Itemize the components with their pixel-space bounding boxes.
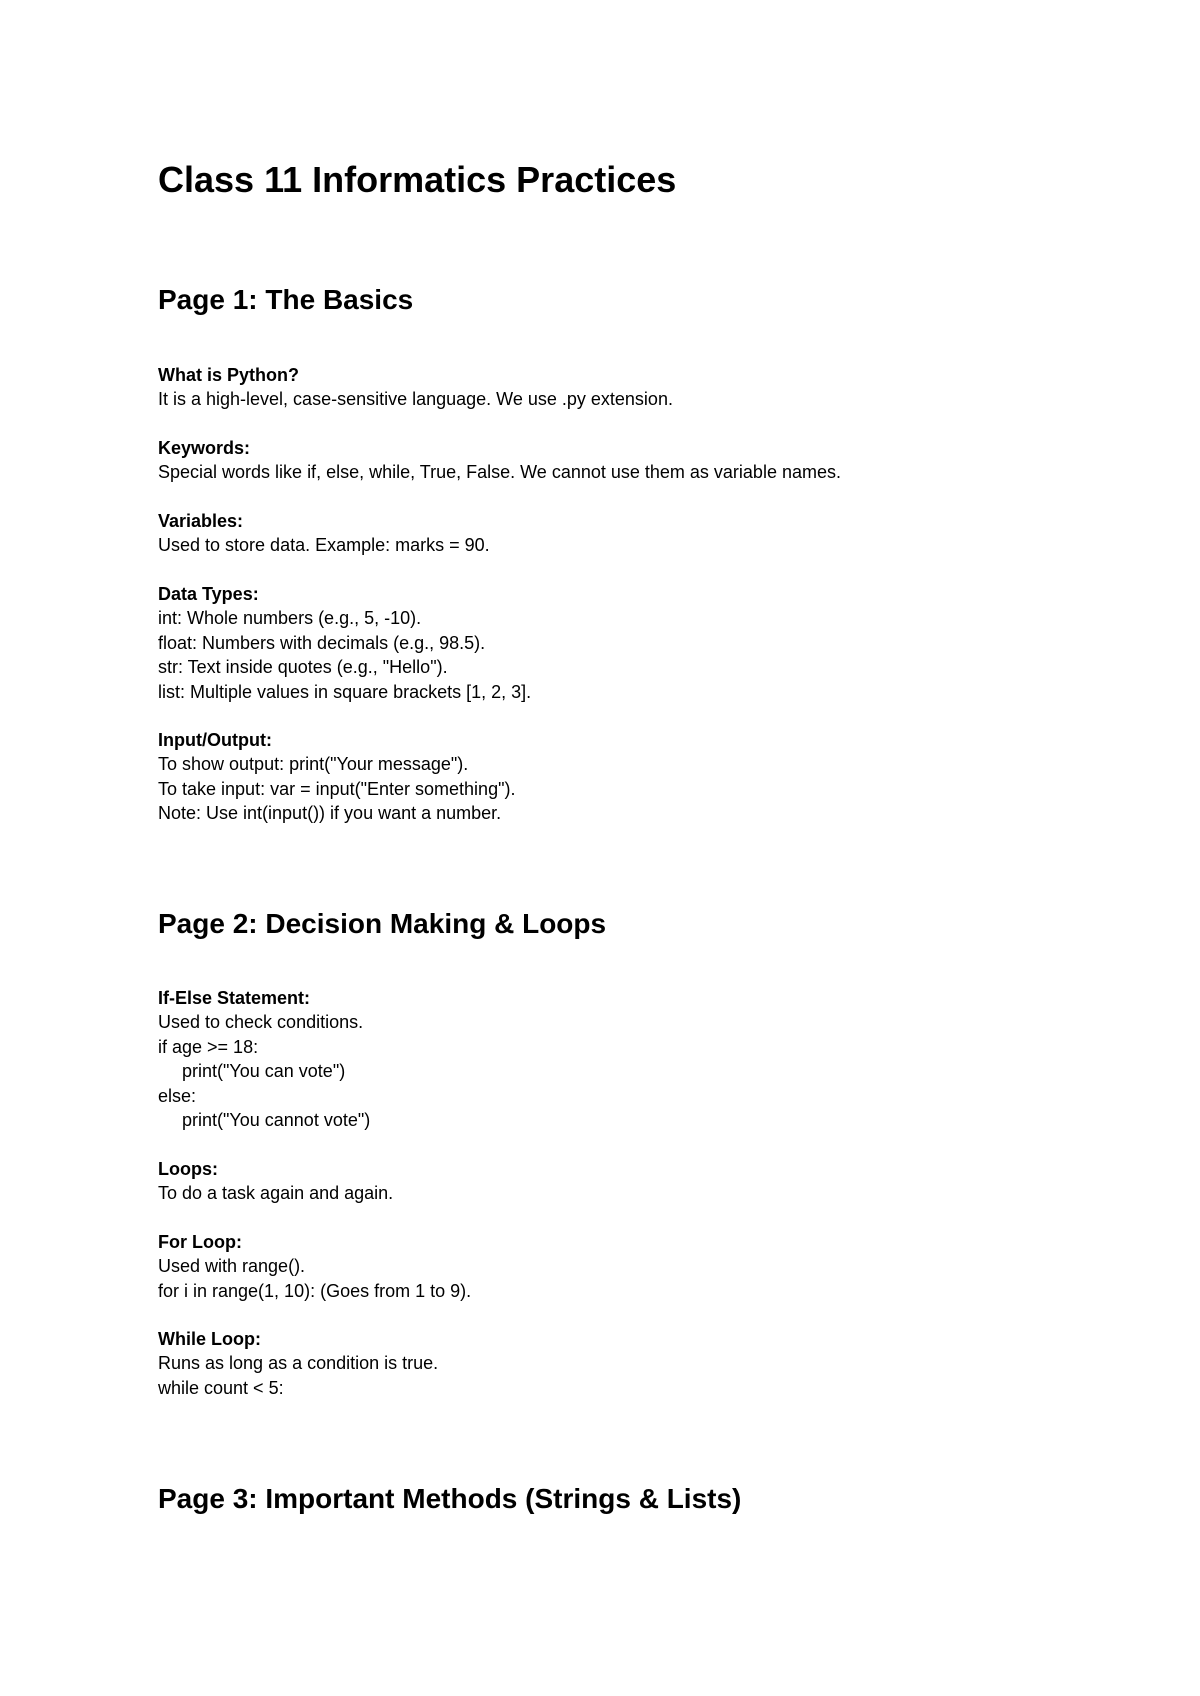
block-line: list: Multiple values in square brackets [1, 2, 3]. [158, 681, 532, 702]
block-label: Input/Output: [158, 730, 272, 750]
block-line: int: Whole numbers (e.g., 5, -10). [158, 608, 422, 629]
section-heading-page-1: Page 1: The Basics [158, 284, 414, 315]
block-line: Used to check conditions. [158, 1012, 364, 1033]
block-line: Special words like if, else, while, True, False. We cannot use them as variable names. [158, 462, 841, 483]
block-line: To take input: var = input("Enter something"). [158, 778, 516, 799]
document-title: Class 11 Informatics Practices [158, 159, 677, 200]
code-line-indented: print("You cannot vote") [182, 1110, 371, 1131]
block-data-types [158, 582, 1158, 704]
block-label: Keywords: [158, 438, 251, 458]
block-line: It is a high-level, case-sensitive language. We use .py extension. [158, 389, 673, 410]
block-label: Data Types: [158, 584, 259, 604]
block-keywords [158, 436, 1158, 485]
block-what-is-python [158, 363, 1158, 412]
code-line: else: [158, 1085, 197, 1106]
block-line: Used with range(). [158, 1256, 306, 1277]
block-line: Note: Use int(input()) if you want a number. [158, 803, 502, 824]
code-line: if age >= 18: [158, 1036, 259, 1057]
block-line: float: Numbers with decimals (e.g., 98.5). [158, 632, 486, 653]
block-label: For Loop: [158, 1232, 242, 1252]
block-while-loop [158, 1327, 1158, 1400]
block-label: While Loop: [158, 1329, 261, 1349]
block-label: Variables: [158, 511, 244, 531]
block-if-else [158, 986, 1158, 1132]
block-input-output [158, 728, 1158, 826]
section-heading-page-2: Page 2: Decision Making & Loops [158, 908, 607, 939]
block-loops [158, 1157, 1158, 1206]
block-variables [158, 509, 1158, 558]
block-label: Loops: [158, 1159, 218, 1179]
block-line: To show output: print("Your message"). [158, 754, 469, 775]
code-line: for i in range(1, 10): (Goes from 1 to 9). [158, 1280, 472, 1301]
block-line: Used to store data. Example: marks = 90. [158, 535, 490, 556]
block-for-loop [158, 1230, 1158, 1303]
block-line: Runs as long as a condition is true. [158, 1353, 439, 1374]
code-line-indented: print("You can vote") [182, 1061, 346, 1082]
code-line: while count < 5: [158, 1377, 284, 1398]
block-line: To do a task again and again. [158, 1183, 394, 1204]
block-line: str: Text inside quotes (e.g., "Hello"). [158, 657, 448, 678]
section-heading-page-3: Page 3: Important Methods (Strings & Lists) [158, 1483, 742, 1514]
block-label: If-Else Statement: [158, 988, 311, 1008]
block-label: What is Python? [158, 365, 299, 385]
